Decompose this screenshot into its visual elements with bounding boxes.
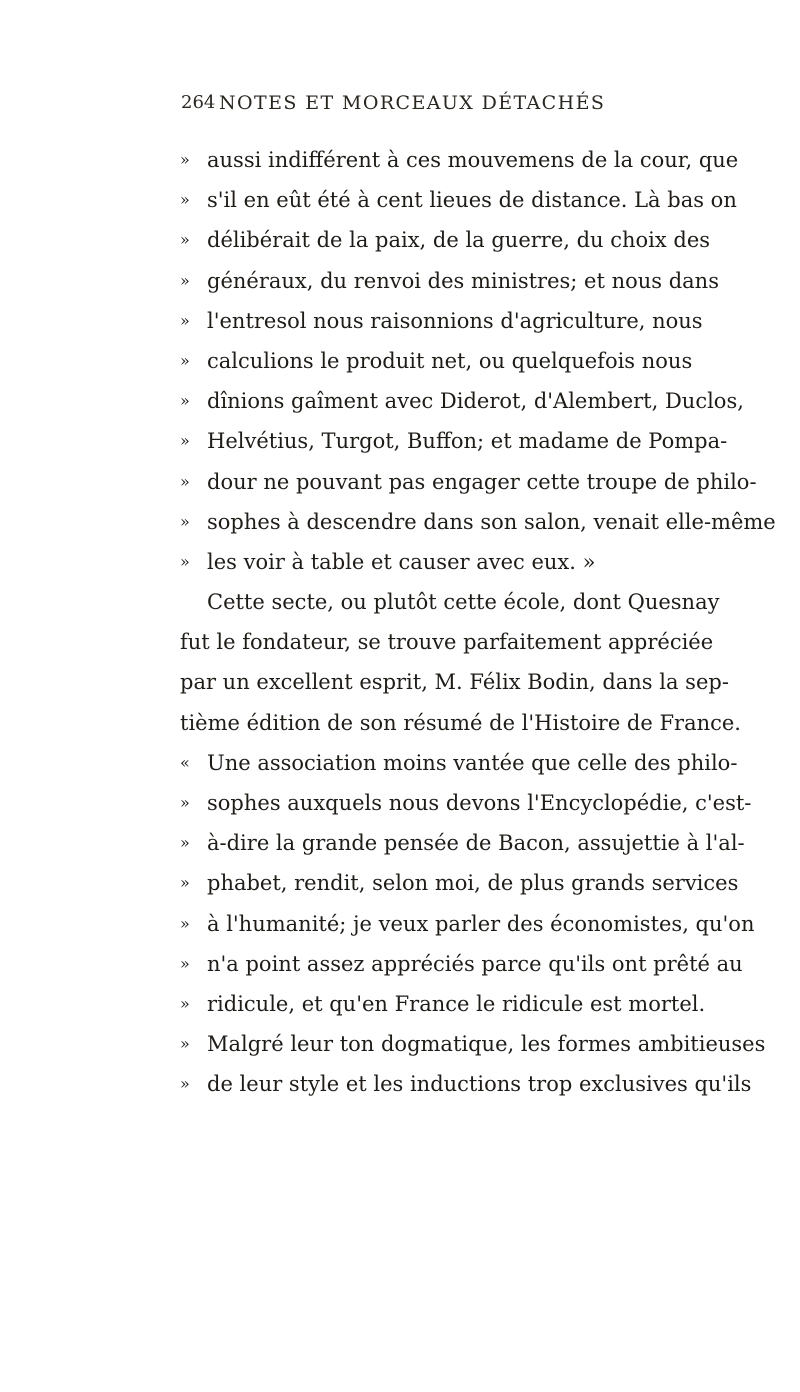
line-text: dînions gaîment avec Diderot, d'Alembert, Duclos, (207, 389, 744, 414)
line-text: phabet, rendit, selon moi, de plus grands services (207, 871, 739, 896)
quote-mark: » (180, 913, 190, 933)
text-line (180, 220, 711, 260)
text-line (180, 622, 714, 662)
quote-mark: » (180, 190, 190, 210)
text-line (180, 662, 729, 702)
running-title: NOTES ET MORCEAUX DÉTACHÉS (219, 92, 606, 114)
quote-mark: « (180, 752, 190, 772)
text-line (180, 582, 720, 622)
quote-mark: » (180, 310, 190, 330)
text-line (180, 863, 739, 903)
quote-mark: » (180, 471, 190, 491)
quote-mark: » (180, 551, 190, 571)
line-text: sophes à descendre dans son salon, venait elle-même (207, 509, 776, 534)
text-line (180, 421, 728, 461)
quote-mark: » (180, 150, 190, 169)
line-text: par un excellent esprit, M. Félix Bodin, dans la sep- (180, 670, 729, 695)
text-line (180, 341, 693, 381)
line-text: Malgré leur ton dogmatique, les formes ambitieuses (207, 1032, 766, 1057)
line-text: calculions le produit net, ou quelquefois nous (207, 348, 693, 373)
quote-mark: » (180, 1074, 190, 1094)
quote-mark: » (180, 431, 190, 451)
text-line (180, 823, 745, 863)
body-text (180, 140, 776, 1105)
line-text: l'entresol nous raisonnions d'agriculture, nous (207, 308, 703, 333)
quote-mark: » (180, 833, 190, 853)
text-line (180, 904, 755, 944)
line-text: aussi indifférent à ces mouvemens de la cour, que (207, 148, 739, 172)
text-line (180, 1024, 766, 1064)
text-line (180, 703, 741, 743)
quote-mark: » (180, 391, 190, 411)
line-text: Cette secte, ou plutôt cette école, dont Quesnay (207, 590, 720, 615)
line-text: sophes auxquels nous devons l'Encyclopédie, c'est- (207, 791, 752, 815)
quote-mark: » (180, 270, 190, 290)
text-line (180, 180, 737, 220)
line-text: à-dire la grande pensée de Bacon, assujettie à l'al- (207, 831, 745, 856)
page-number: 264 (181, 92, 216, 113)
quote-mark: » (180, 993, 190, 1013)
quote-mark: » (180, 511, 190, 531)
line-text: à l'humanité; je veux parler des économistes, qu'on (207, 911, 755, 936)
quote-mark: » (180, 953, 190, 973)
line-text: généraux, du renvoi des ministres; et nous dans (207, 268, 719, 293)
line-text: de leur style et les inductions trop exclusives qu'ils (207, 1072, 752, 1097)
text-line (180, 462, 757, 502)
text-line (180, 301, 703, 341)
text-line (180, 542, 658, 582)
line-text: fut le fondateur, se trouve parfaitement appréciée (180, 630, 714, 655)
line-text: tième édition de son résumé de l'Histoire de France. (180, 710, 741, 735)
line-text: les voir à table et causer avec eux. » (207, 549, 596, 574)
quote-mark: » (180, 873, 190, 893)
text-line (180, 140, 739, 180)
text-line (180, 783, 752, 823)
line-text: Une association moins vantée que celle des philo- (207, 750, 738, 775)
quote-mark: » (180, 793, 190, 812)
text-line (180, 502, 776, 542)
line-text: ridicule, et qu'en France le ridicule est mortel. (207, 991, 706, 1016)
line-text: dour ne pouvant pas engager cette troupe de philo- (207, 469, 757, 494)
text-line (180, 944, 743, 984)
text-line (180, 1064, 752, 1104)
line-text: Helvétius, Turgot, Buffon; et madame de Pompa- (207, 429, 728, 454)
line-text: n'a point assez appréciés parce qu'ils ont prêté au (207, 951, 743, 976)
quote-mark: » (180, 1034, 190, 1054)
line-text: délibérait de la paix, de la guerre, du choix des (207, 228, 711, 253)
text-line (180, 984, 706, 1024)
page-header (181, 92, 661, 122)
quote-mark: » (180, 350, 190, 370)
text-line (180, 381, 744, 421)
text-line (180, 743, 738, 783)
line-text: s'il en eût été à cent lieues de distance. Là bas on (207, 188, 737, 213)
quote-mark: » (180, 230, 190, 250)
text-line (180, 261, 719, 301)
